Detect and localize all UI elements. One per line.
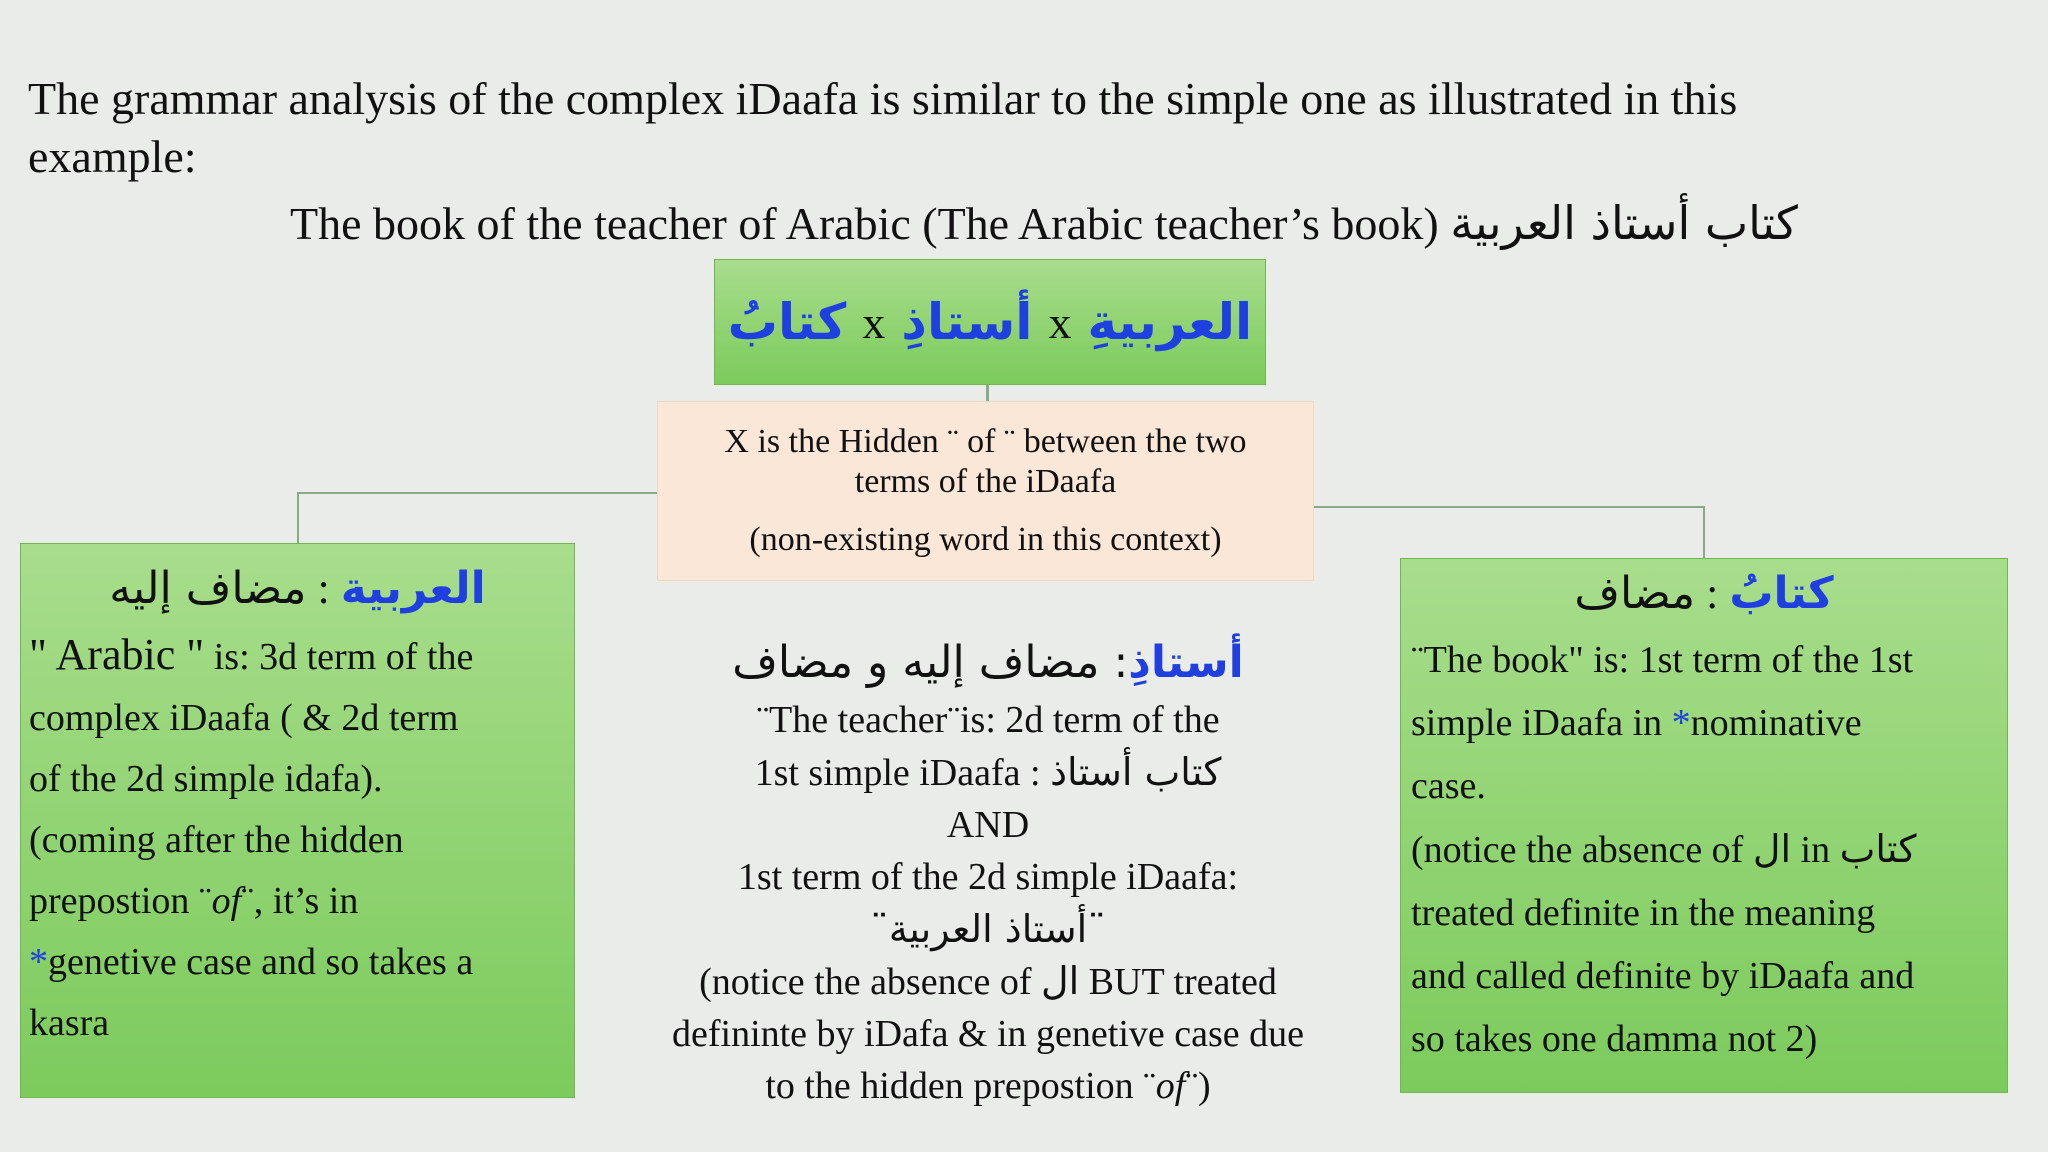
idaafa-phrase-box: [714, 259, 1266, 385]
right-term-box: [1400, 558, 2008, 1093]
right-line-5: treated definite in the meaning: [1411, 892, 1876, 934]
mid-line-2: 1st simple iDaafa : كتاب أستاذ: [754, 750, 1222, 794]
mid-head-word: أستاذِ: [1128, 637, 1244, 688]
left-line-7: kasra: [29, 1002, 110, 1044]
right-head-role: مضاف: [1574, 568, 1696, 619]
intro-line-1: The grammar analysis of the complex iDaafa is similar to the simple one as illustrated in this: [28, 73, 1738, 124]
right-line-3: case.: [1411, 765, 1486, 807]
right-box-heading: كتابُ : مضاف: [1574, 568, 1834, 619]
connector-top-vertical: [986, 383, 989, 401]
mid-line-1: ¨The teacher¨is: 2d term of the: [756, 699, 1220, 741]
mid-line-3: AND: [946, 804, 1030, 846]
connector-right-horizontal: [1314, 506, 1704, 508]
hidden-x-2: x: [1048, 296, 1072, 348]
connector-right-vertical: [1703, 506, 1705, 558]
example-sentence: [0, 196, 2048, 250]
word-arabiyya: العربيةِ: [1087, 293, 1253, 351]
mid-line-7: defininte by iDafa & in genetive case due: [671, 1013, 1305, 1055]
hidden-box-line-2: terms of the iDaafa: [854, 463, 1117, 500]
left-line-2: complex iDaafa ( & 2d term: [29, 697, 459, 739]
mid-head-role: : مضاف إليه و مضاف: [732, 637, 1129, 688]
connector-left-vertical: [297, 492, 299, 543]
connector-left-horizontal: [297, 492, 657, 494]
mid-line-6: (notice the absence of ال BUT treated: [699, 959, 1277, 1003]
hidden-box-line-3: (non-existing word in this context): [749, 521, 1222, 558]
left-line-5: prepostion ¨of¨, it’s in: [29, 880, 359, 922]
left-line-4: (coming after the hidden: [29, 819, 404, 861]
intro-line-2: example:: [28, 131, 197, 182]
middle-term-text: [660, 632, 1316, 1112]
intro-text: [28, 70, 1928, 186]
mid-line-5: ¨أستاذ العربية¨: [869, 907, 1107, 951]
right-head-word: كتابُ: [1729, 568, 1834, 619]
right-line-1: ¨The book" is: 1st term of the 1st: [1411, 639, 1914, 681]
right-line-6: and called definite by iDaafa and: [1411, 955, 1915, 997]
left-line-6: *genetive case and so takes a: [29, 941, 474, 983]
example-arabic: كتاب أستاذ العربية: [1450, 196, 1798, 250]
hidden-of-box: [657, 401, 1314, 581]
word-kitab: كتابُ: [727, 293, 847, 351]
mid-line-8: to the hidden prepostion ¨of¨): [765, 1065, 1211, 1107]
mid-heading: [660, 632, 1316, 694]
word-ustadh: أستاذِ: [901, 293, 1033, 351]
left-head-word: العربية: [340, 563, 486, 614]
left-head-role: مضاف إليه: [109, 563, 307, 614]
hidden-box-line-1: X is the Hidden ¨ of ¨ between the two: [724, 423, 1247, 460]
left-line-1: " Arabic " is: 3d term of the: [29, 630, 474, 679]
mid-line-4: 1st term of the 2d simple iDaafa:: [737, 856, 1239, 898]
hidden-x-1: x: [862, 296, 886, 348]
right-line-4: (notice the absence of ال in كتاب: [1411, 827, 1917, 871]
left-line-3: of the 2d simple idafa).: [29, 758, 383, 800]
right-line-2: simple iDaafa in *nominative: [1411, 702, 1862, 744]
left-box-heading: العربية : مضاف إليه: [109, 563, 486, 614]
example-english: The book of the teacher of Arabic (The Arabic teacher’s book): [290, 198, 1439, 249]
left-term-box: [20, 543, 575, 1098]
right-line-7: so takes one damma not 2): [1411, 1018, 1818, 1060]
